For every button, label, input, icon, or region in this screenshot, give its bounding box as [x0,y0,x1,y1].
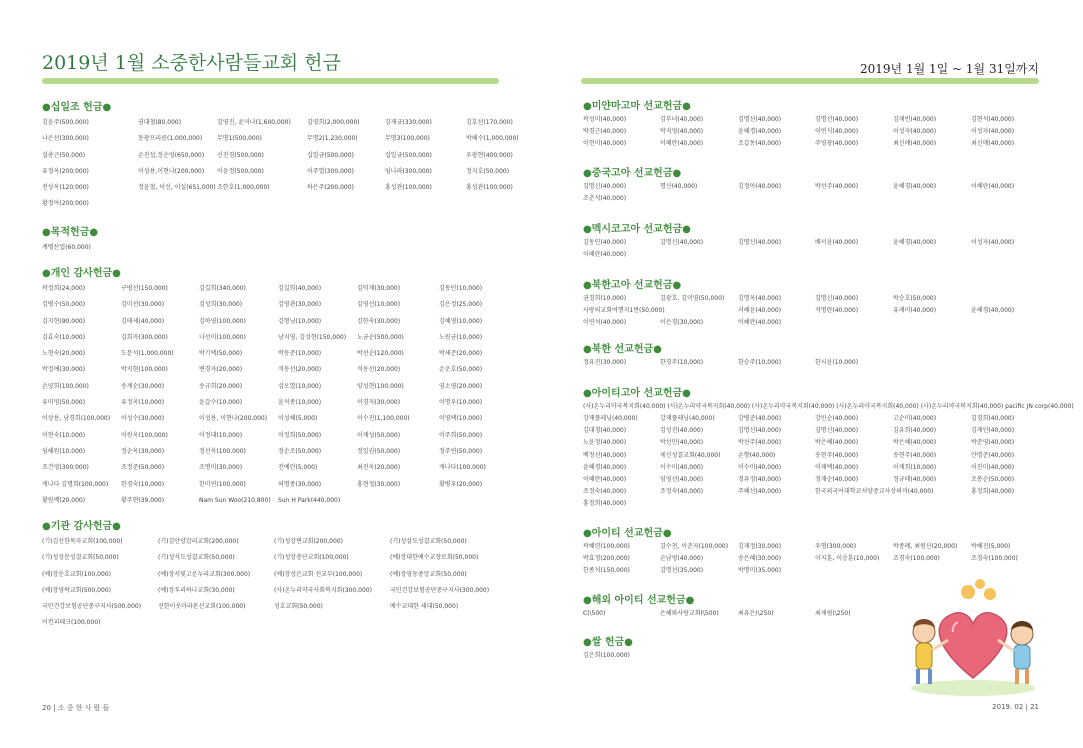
donor-entry: (기)성장충단교회(100,000) [274,554,349,562]
donor-entry: 이혜란(40,000) [971,183,1015,190]
donor-entry: 김재빈(40,000) [893,116,937,123]
donor-entry: 이재택(40,000) [815,463,859,471]
donor-entry: 윤혜경(40,000) [893,239,937,246]
donor-entry: 김희자(300,000) [121,333,168,341]
donor-entry: 송현주(40,000) [893,451,937,459]
donor-entry: 이성수(30,000) [121,415,165,423]
donor-entry: 송은혜(30,000) [738,555,782,563]
donor-entry: 이경자(30,000) [357,399,401,407]
donor-entry: 김명신(40,000) [738,427,782,435]
donor-entry: 남지영, 김성현(150,000) [278,333,347,341]
entry-grid [583,181,1039,205]
donor-entry: 김명선(35,000) [660,567,704,575]
donor-entry: 홍정희(40,000) [583,500,627,508]
donor-entry: 곽정희(24,000) [42,285,86,292]
donor-entry: 조경숙(100,000) [971,555,1018,563]
donor-entry: (예)장대한예수교장로회(50,000) [390,554,479,562]
donor-entry: 손양희(100,000) [42,382,89,390]
donor-entry: (기)김안양감리교회(200,000) [158,538,239,545]
donor-entry: 이성자(40,000) [971,239,1015,246]
section-mexico [583,223,1039,261]
donor-entry: 최진옥(20,000) [357,464,401,472]
donor-entry: 하은주(200,000) [307,184,354,192]
donor-entry: 석동선(20,000) [278,366,322,374]
donor-entry: 고순미(40,000) [893,415,937,422]
donor-entry: 노원균(10,000) [439,333,483,341]
donor-entry: 박기택(50,000) [199,350,243,358]
donor-entry: 성호교회(50,000) [274,603,323,611]
donor-entry: 심오열(10,000) [278,382,322,390]
donor-entry: 서혜윤(40,000) [738,307,782,315]
section-purpose [42,226,138,256]
donor-entry: 이혜란(40,000) [660,140,704,148]
entry-grid [583,114,1039,151]
donor-entry: 김호선(170,000) [466,119,513,126]
section-title: ●십일조 헌금● [42,102,112,113]
donor-entry: 송현주(40,000) [815,451,859,459]
donor-entry: 박선주(40,000) [738,439,782,447]
donor-entry: 박효정(200,000) [583,555,630,563]
donor-entry: 국민건강보험공단중구지사(500,000) [42,603,142,611]
section-title: ●개인 감사헌금● [42,268,121,279]
section-overseas-haiti [583,594,893,620]
donor-entry: 이진미(40,000) [971,463,1015,471]
donor-entry: 은혜와사랑교회(\500) [660,610,719,617]
donor-entry: 김윤주(500,000) [42,119,89,126]
section-title: ●북한고아 선교헌금● [583,280,682,291]
long-entry-line: (사)온누리약국복지회(40,000) (사)온누리약국복지회(40,000) (사)온누리약국복지회(40,000) (사)온누리약국복지회(40,000) (사)온누리약국복지회(40,000) pacific JN corp(40,000) [583,403,1074,410]
page-footer: 20 | 소 중 한 사 람 들 [42,704,110,712]
donor-entry: 홍정희(40,000) [971,488,1015,496]
donor-entry: 박동준(10,000) [278,350,322,358]
donor-entry: 김성진(40,000) [660,427,704,435]
entry-grid [42,115,542,213]
donor-entry: 석명란(40,000) [815,307,859,315]
donor-entry: 조춘석(40,000) [583,195,627,203]
donor-entry: C(\500) [583,610,606,617]
donor-entry: 김영희(2,000,000) [307,119,360,126]
donor-entry: (예)장우리하나교회(30,000) [158,586,235,594]
donor-entry: 강인순(40,000) [815,415,859,422]
donor-entry: 이컨피테크(100,000) [42,619,101,627]
donor-entry: 정지호(50,000) [466,167,510,175]
donor-entry: 구병선(150,000) [121,285,168,292]
donor-entry: 한시윤(10,000) [815,359,859,366]
donor-entry: 권대철(80,000) [138,119,182,126]
donor-entry: 김은희(100,000) [583,652,630,659]
donor-entry: 윤혜경(40,000) [893,183,937,190]
donor-entry: 한국외국어대학교서양중교사상의미(40,000) [815,488,934,496]
donor-entry: 황원백(20,000) [42,496,86,504]
donor-entry: 염소영(20,000) [439,382,483,390]
donor-entry: 곽혜련(100,000) [583,543,630,550]
donor-entry: 이재희(10,000) [893,463,937,471]
entry-grid [583,293,1039,330]
donor-entry: (사)온누리약국사회복지회(300,000) [274,586,372,594]
donor-entry: 이혜란(40,000) [738,319,782,327]
donor-entry: 신진경(500,000) [217,151,264,159]
donor-entry: (예)장영락교회(500,000) [42,586,111,594]
donor-entry: 노윤정(40,000) [583,439,627,447]
donor-entry: 십일금(500,000) [385,151,432,159]
children-heart-illustration [898,570,1048,700]
section-title: ●해외 아이티 선교헌금● [583,595,695,606]
donor-entry: 김성희(30,000) [199,301,243,309]
donor-entry: 김명신(40,000) [738,239,782,246]
donor-entry: 캐나다 김명희(100,000) [42,480,109,488]
entry-grid [583,608,893,620]
donor-entry: 주영광(40,000) [815,140,859,148]
donor-entry: 이은경(30,000) [660,319,704,327]
donor-entry: 사랑의교회여행지1번(50,000) [583,307,665,315]
donor-entry: 양성현(100,000) [357,382,404,390]
donor-entry: 나선미(100,000) [199,333,246,341]
donor-entry: 유미영(50,000) [42,399,86,407]
donor-entry: 박혜진(5,000) [971,543,1011,550]
donor-entry: 나은선(300,000) [42,135,89,143]
donor-entry: 세신성결교회(40,000) [660,451,721,459]
entry-grid [583,237,1039,261]
donor-entry: 이현미(40,000) [583,140,627,148]
donor-entry: 변경자(20,000) [199,366,243,374]
donor-entry: 안명준(40,000) [971,451,1015,459]
donor-entry: 한미연(100,000) [199,480,246,488]
donor-entry: 이수미(40,000) [738,463,782,471]
donor-entry: 박은혜(40,000) [893,439,937,447]
donor-entry: 권경희(10,000) [583,295,627,302]
donor-entry: 진예린(5,000) [278,464,318,472]
entry-grid [42,281,515,509]
donor-entry: 윤갑수(10,000) [199,399,243,407]
title-underline [42,78,499,84]
donor-entry: 허명종(30,000) [278,480,322,488]
donor-entry: 정순조(50,000) [278,447,322,455]
donor-entry [660,305,738,317]
donor-entry: (예)장영동중앙교회(50,000) [390,570,467,578]
donor-entry: 김형님(10,000) [278,317,322,325]
donor-entry: 이성용,이현나(200,000) [138,167,205,175]
donor-entry: 손진섭,정순영(650,000) [138,151,205,159]
donor-entry: 이지훈, 이승훈(10,000) [815,555,880,563]
donor-entry: 정재순(40,000) [815,475,859,483]
donor-entry: 임나라(300,000) [385,167,432,175]
donor-entry: 이수진(1,100,000) [357,415,410,423]
donor-entry: 십일금(500,000) [307,151,354,159]
donor-entry: 이혜란(40,000) [583,475,627,483]
donor-entry: 임혜원(10,000) [42,447,86,455]
donor-entry: 김재금(330,000) [385,119,432,126]
donor-entry: 윤혜경(40,000) [971,307,1015,315]
section-title: ●중국고아 선교헌금● [583,168,682,179]
donor-entry: 한종석(150,000) [583,567,630,575]
entry-grid [42,534,506,632]
section-title: ●쌀 헌금● [583,637,633,648]
section-china [583,167,1039,205]
donor-entry: 박선순(120,000) [357,350,404,358]
donor-entry: 김은정(25,000) [439,301,483,309]
donor-entry: 정순옥(30,000) [121,447,165,455]
donor-entry: 김재정(30,000) [738,543,782,550]
donor-entry: 홍성관(100,000) [466,184,513,192]
donor-entry: 도문석(1,000,000) [121,350,174,358]
donor-entry: 박명미(35,000) [738,567,782,575]
section-north-korea [583,343,893,369]
donor-entry: 김명신(40,000) [815,295,859,302]
entry-grid [42,240,138,256]
donor-entry: (기)김선한목자교회(100,000) [42,538,123,545]
donor-entry: 주혜선(40,000) [738,488,782,496]
donor-entry: 이성자(40,000) [893,128,937,136]
donor-entry: 계명산업(60,000) [42,244,91,251]
donor-entry: 김대경(40,000) [583,427,627,435]
donor-entry: 노금순(500,000) [357,333,404,341]
donor-entry: 무명1(500,000) [217,135,262,143]
title-underline [581,78,1039,84]
donor-entry: (예)장서빛고운누리교회(300,000) [158,570,251,578]
donor-entry: 김정아(40,000) [738,183,782,190]
donor-entry: 김명선(40,000) [738,116,782,123]
donor-entry: 조건영(300,000) [42,464,89,472]
donor-entry: 곽성미(40,000) [583,116,627,123]
donor-entry: 노현숙(20,000) [42,350,86,358]
donor-entry: 박은혜(40,000) [815,439,859,447]
donor-entry: 최유은(\250) [738,610,774,617]
donor-entry: 이재성(50,000) [357,431,401,439]
donor-entry: 정유진(30,000) [583,359,627,366]
donor-entry: 윤혜경(40,000) [583,463,627,471]
donor-entry: 최신애(40,000) [893,140,937,148]
donor-entry: 한경숙(10,000) [121,480,165,488]
donor-entry: 홍현정(30,000) [357,480,401,488]
donor-entry: 김유희(40,000) [893,427,937,435]
donor-entry: 박선주(40,000) [815,183,859,190]
donor-entry: 무명2(1,230,000) [307,135,358,143]
donor-entry: 이윤정(500,000) [217,167,264,175]
donor-entry: 이혜란(40,000) [583,251,627,259]
donor-entry: 백정선(40,000) [583,451,627,459]
donor-entry: 홍성관(100,000) [385,184,432,192]
donor-entry: 전상옥(120,000) [42,184,89,192]
donor-entry: 이성혜(5,000) [278,415,318,423]
donor-entry: 김영진, 윤미나(1,600,000) [217,119,291,126]
donor-entry: 김부녀(40,000) [660,116,704,123]
donor-entry: 설총근(50,000) [42,151,86,159]
donor-entry: 김영선(10,000) [357,301,401,309]
entry-grid [583,650,660,662]
donor-entry: 정선옥(100,000) [199,447,246,455]
section-personal-thanks [42,267,515,509]
donor-entry: 황주현(39,000) [121,496,165,504]
donor-entry: 김명신(40,000) [815,427,859,435]
donor-entry: 박지영(40,000) [660,128,704,136]
donor-entry: 이영택(10,000) [439,415,483,423]
donor-entry: 김동민(40,000) [583,239,627,246]
date-range: 2019년 1월 1일 ~ 1월 31일까지 [860,62,1039,76]
donor-entry: 윤혜경(40,000) [738,128,782,136]
donor-entry: 김영관(30,000) [278,301,322,309]
donor-entry: 김지현(90,000) [42,317,86,325]
donor-entry: (기)성성문성결교회(50,000) [42,554,119,562]
donor-entry: 김미선(30,000) [121,301,165,309]
donor-entry: 박혜수(1,000,000) [466,135,519,143]
donor-entry: 유재미(40,000) [893,307,937,315]
donor-entry: 김태세(40,000) [121,317,165,325]
donor-entry: 박경근(40,000) [583,128,627,136]
donor-entry: 국민건강보험공단중구지사(300,000) [390,586,490,594]
donor-entry: 이연석(40,000) [583,319,627,327]
donor-entry: 김수천, 이준자(100,000) [660,543,729,550]
section-haiti-orphan [583,387,1074,511]
donor-entry: 예수교대한 세대(50,000) [390,603,459,611]
donor-entry: 박준영(40,000) [971,439,1015,447]
section-title: ●미얀마고마 선교헌금● [583,101,691,112]
donor-entry: 최신애(40,000) [971,140,1015,148]
donor-entry: 한승주(10,000) [738,359,782,366]
donor-entry: 배서윤(40,000) [815,239,859,246]
donor-entry: 김길희(40,000) [278,285,322,292]
donor-entry: 조명미(30,000) [199,464,243,472]
donor-entry: 조정숙(40,000) [583,488,627,496]
donor-entry: 이연식(40,000) [815,128,859,136]
donor-entry: 손남영(40,000) [660,555,704,563]
donor-entry: 강재플레닝(40,000) [583,415,638,422]
donor-entry: 황병우(20,000) [439,480,483,488]
donor-entry: 임영선(40,000) [660,475,704,483]
donor-entry: 정주연(50,000) [439,447,483,455]
donor-entry: 김명옥(40,000) [738,295,782,302]
donor-entry: 정규태(40,000) [893,475,937,483]
donor-entry: 박정애(30,000) [42,366,86,374]
donor-entry: 손향(40,000) [738,451,776,459]
donor-entry: 이주열(300,000) [307,167,354,175]
donor-entry: 한경주(10,000) [660,359,704,366]
donor-entry: 이상용, 남경희(100,000) [42,415,111,423]
donor-entry: 캐나다(100,000) [439,464,486,472]
donor-entry: 이수미(40,000) [660,463,704,471]
donor-entry [971,293,1039,305]
donor-entry: (예)장운호교회(100,000) [42,570,111,578]
donor-entry: 우광현(400,000) [466,151,513,159]
donor-entry: 무명3(100,000) [385,135,430,143]
donor-entry: 이명우(10,000) [439,399,483,407]
section-title: ●기관 감사헌금● [42,521,121,532]
donor-entry: 이성자(40,000) [971,128,1015,136]
donor-entry: 정일권(50,000) [357,447,401,455]
donor-entry: 김혜영(10,000) [439,317,483,325]
donor-entry: 강병준(40,000) [738,415,782,422]
section-title: ●목적헌금● [42,227,99,238]
donor-entry: 조한호(1,000,000) [217,184,270,192]
donor-entry: 이성용, 이현나(200,000) [199,415,268,423]
donor-entry: 유정옥(10,000) [121,399,165,407]
donor-entry: 이정대(10,000) [199,431,243,439]
donor-entry: 김동민(10,000) [439,285,483,292]
donor-entry: 김한숙(30,000) [357,317,401,325]
donor-entry: 조정준(50,000) [121,464,165,472]
donor-entry: 이정희(50,000) [278,431,322,439]
section-rice [583,636,660,662]
donor-entry: 우명(300,000) [815,543,857,550]
donor-entry: 선한이웃마라톤선교회(100,000) [158,603,246,611]
donor-entry: 김광호, 김미영(50,000) [660,295,725,302]
donor-entry: 박지현(100,000) [121,366,168,374]
donor-entry: 김길희(340,000) [199,285,246,292]
donor-entry: 김명신(40,000) [583,183,627,190]
section-title: ●아이티 선교헌금● [583,528,672,539]
donor-entry: 이원옥(100,000) [121,431,168,439]
donor-entry: 강재플레닝(40,000) [660,415,715,422]
donor-entry: 김하영(100,000) [199,317,246,325]
entry-grid [583,357,893,369]
section-title: ●멕시코고아 선교헌금● [583,224,691,235]
donor-entry: 조정숙(40,000) [660,488,704,496]
donor-entry: 김명신(40,000) [660,239,704,246]
donor-entry: 김효숙(10,000) [42,333,86,341]
donor-entry: 박세준(20,000) [439,350,483,358]
donor-entry: 조경숙(100,000) [893,555,940,563]
donor-entry: 김명선(40,000) [815,116,859,123]
donor-entry: Sun H Park(440,000) [278,496,341,504]
section-tithe [42,101,542,213]
donor-entry: 유정옥(200,000) [42,167,89,175]
donor-entry: 김현석(40,000) [971,116,1015,123]
donor-entry: Nam Sun Woo(210,800) [199,496,271,504]
donor-entry: 석동선(20,000) [357,366,401,374]
donor-entry: 김병수(50,000) [42,301,86,309]
donor-entry: 정윤철, 이신, 이실(651,000) [138,184,216,192]
donor-entry: 박승호(50,000) [893,295,937,302]
donor-entry: 박종례, 최원신(20,000) [893,543,958,550]
donor-entry: 이주희(50,000) [439,431,483,439]
donor-entry: (기)성석도성결교회(50,000) [158,554,235,562]
donor-entry: (기)성감변교회(200,000) [274,538,343,545]
donor-entry: 최재림(\250) [815,610,851,617]
donor-entry: (기)성삼도성결교회(50,000) [390,538,467,545]
donor-entry: 윤석종(10,000) [278,399,322,407]
donor-entry: 명신(40,000) [660,183,698,190]
donor-entry: 손운호(50,000) [439,366,483,374]
section-north-korea-orphan [583,279,1039,330]
donor-entry: 송계순(30,000) [121,382,165,390]
donor-entry: 송규희(20,000) [199,382,243,390]
donor-entry: 조갑동(40,000) [738,140,782,148]
entry-grid [583,413,1074,511]
section-myanmar [583,100,1039,151]
donor-entry: 김덕재(30,000) [357,285,401,292]
donor-entry: 동광프리콤(1,000,000) [138,135,203,143]
section-org-thanks [42,520,506,632]
donor-entry: 김재인(40,000) [971,427,1015,435]
donor-entry: 이현숙(10,000) [42,431,86,439]
page-title: 2019년 1월 소중한사람들교회 헌금 [42,52,341,74]
donor-entry: (예)장성은교회 선교부(100,000) [274,570,363,578]
left-page [0,0,541,748]
donor-entry: 정유정(40,000) [738,475,782,483]
donor-entry: 김경희(40,000) [971,415,1015,422]
donor-entry [893,486,971,498]
donor-entry: 박선민(40,000) [660,439,704,447]
section-title: ●북한 선교헌금● [583,344,662,355]
page-footer: 2019. 02 | 21 [992,703,1039,711]
donor-entry: 황정아(200,000) [42,200,89,208]
section-title: ●아이티고아 선교헌금● [583,388,691,399]
donor-entry: 조봉순(50,000) [971,475,1015,483]
